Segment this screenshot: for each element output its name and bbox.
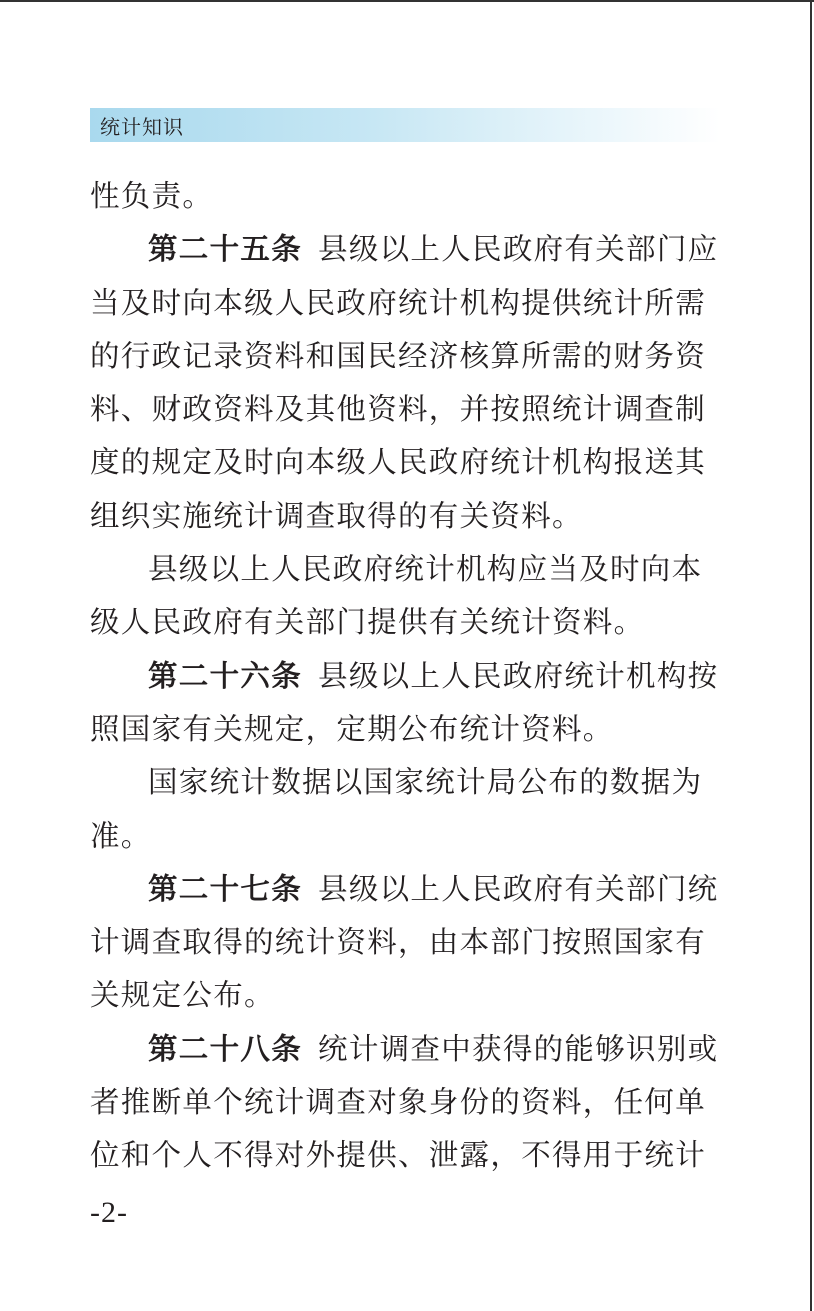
line-text: 级人民政府有关部门提供有关统计资料。 (90, 605, 645, 640)
line-text: 组织实施统计调查取得的有关资料。 (90, 498, 583, 533)
text-line (90, 650, 730, 703)
section-header-band (90, 108, 720, 142)
page-frame-right (810, 0, 812, 1311)
text-line (90, 383, 730, 436)
text-line (90, 916, 730, 969)
article-number: 第二十七条 (148, 871, 303, 906)
text-line (90, 810, 730, 863)
text-line (90, 969, 730, 1022)
line-text: 料、财政资料及其他资料，并按照统计调查制 (90, 392, 707, 427)
page-frame-top (0, 0, 814, 2)
line-text: 县级以上人民政府统计机构应当及时向本 (148, 552, 703, 587)
article-number: 第二十五条 (148, 232, 303, 267)
line-text: 当及时向本级人民政府统计机构提供统计所需 (90, 285, 707, 320)
line-text: 度的规定及时向本级人民政府统计机构报送其 (90, 445, 707, 480)
text-line (90, 703, 730, 756)
line-text: 国家统计数据以国家统计局公布的数据为 (148, 765, 703, 800)
line-text: 的行政记录资料和国民经济核算所需的财务资 (90, 338, 707, 373)
article-number: 第二十六条 (148, 658, 303, 693)
text-line (90, 436, 730, 489)
line-text: 县级以上人民政府有关部门统 (318, 871, 719, 906)
text-line (90, 543, 730, 596)
text-line (90, 223, 730, 276)
article-number: 第二十八条 (148, 1031, 303, 1066)
text-line (90, 596, 730, 649)
line-text: 照国家有关规定，定期公布统计资料。 (90, 711, 614, 746)
line-text: 位和个人不得对外提供、泄露，不得用于统计 (90, 1138, 707, 1173)
section-header-label: 统计知识 (100, 114, 184, 139)
line-text: 性负责。 (90, 179, 214, 213)
body-text (90, 170, 730, 1183)
text-line (90, 756, 730, 809)
line-text: 关规定公布。 (90, 978, 275, 1013)
text-line (90, 1129, 730, 1182)
text-line (90, 863, 730, 916)
line-text: 准。 (90, 818, 152, 853)
page-number: -2- (90, 1196, 128, 1229)
text-line (90, 490, 730, 543)
text-line (90, 1023, 730, 1076)
line-text: 统计调查中获得的能够识别或 (318, 1031, 719, 1066)
text-line (90, 170, 730, 223)
line-text: 县级以上人民政府统计机构按 (318, 658, 719, 693)
text-line (90, 277, 730, 330)
text-line (90, 330, 730, 383)
line-text: 县级以上人民政府有关部门应 (318, 232, 719, 267)
line-text: 者推断单个统计调查对象身份的资料，任何单 (90, 1085, 707, 1120)
line-text: 计调查取得的统计资料，由本部门按照国家有 (90, 925, 707, 960)
text-line (90, 1076, 730, 1129)
